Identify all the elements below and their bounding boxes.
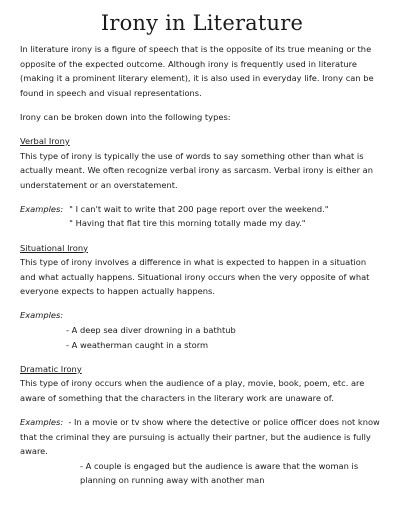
- situational-example-2: - A weatherman caught in a storm: [66, 339, 209, 350]
- dramatic-examples-label: Examples:: [20, 416, 64, 427]
- verbal-example-1: " I can't wait to write that 200 page report over the weekend.": [69, 203, 329, 214]
- types-intro: Irony can be broken down into the following types:: [20, 111, 231, 122]
- dramatic-example-2: - A couple is engaged but the audience is aware that the woman is planning on running away with another man: [80, 460, 359, 486]
- page-title: Irony in Literature: [100, 11, 304, 35]
- verbal-irony-body: This type of irony is typically the use of words to say something other than what is actually meant. We often recognize verbal irony as sarcasm. Verbal irony is either an understatement or an overstatement.: [20, 150, 373, 190]
- dramatic-irony-heading: Dramatic Irony: [20, 363, 82, 374]
- intro-paragraph: In literature irony is a figure of speech that is the opposite of its true meaning or the opposite of the expected outcome. Although irony is frequently used in literature (making it a prominent literary element), it is also used in everyday life. Irony can be found in speech and visual representations.: [20, 44, 374, 98]
- situational-irony-body: This type of irony involves a difference in what is expected to happen in a situation and what actually happens. Situational irony occurs when the very opposite of what everyone expects to happen actually happens.: [20, 257, 370, 297]
- verbal-irony-heading: Verbal Irony: [20, 135, 70, 146]
- situational-examples-label: Examples:: [20, 310, 64, 321]
- dramatic-irony-body: This type of irony occurs when the audience of a play, movie, book, poem, etc. are aware of something that the characters in the literary work are unaware of.: [20, 378, 365, 403]
- situational-example-1: - A deep sea diver drowning in a bathtub: [66, 325, 236, 335]
- verbal-examples: [20, 202, 384, 231]
- dramatic-example-1: - In a movie or tv show where the detective or police officer does not know that the criminal they are pursuing is actually their partner, but the audience is fully aware.: [20, 416, 380, 457]
- verbal-examples-label: Examples:: [20, 203, 64, 214]
- dramatic-example-1-row: [20, 415, 384, 459]
- situational-irony-heading: Situational Irony: [20, 242, 89, 253]
- verbal-example-2: " Having that flat tire this morning totally made my day.": [69, 218, 306, 229]
